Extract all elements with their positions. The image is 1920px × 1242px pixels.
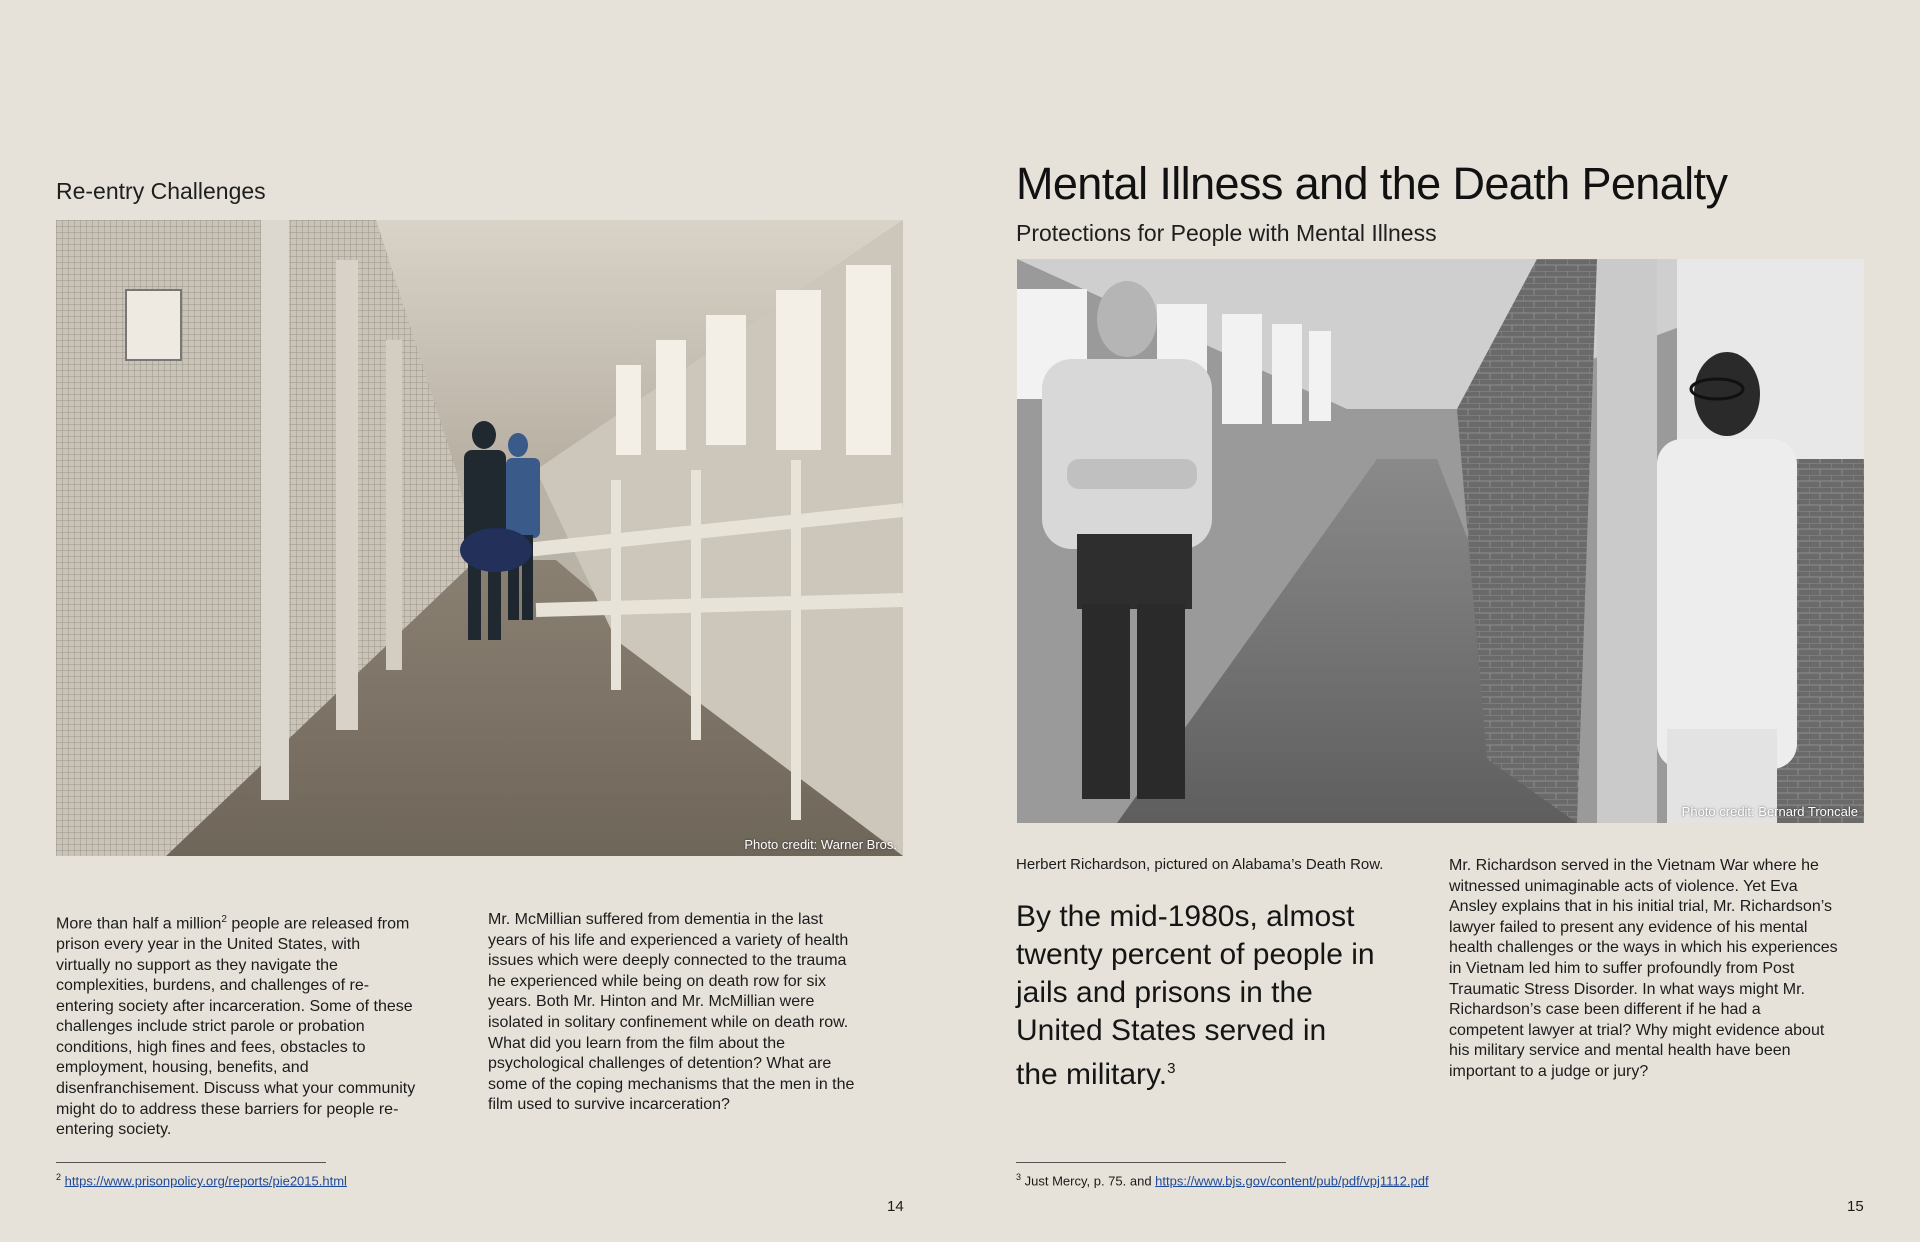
footnote-text: Just Mercy, p. 75. and bbox=[1021, 1173, 1156, 1189]
photo-caption: Herbert Richardson, pictured on Alabama’s Death Row. bbox=[1016, 856, 1384, 873]
reentry-paragraph bbox=[56, 910, 416, 1141]
richardson-paragraph: Mr. Richardson served in the Vietnam War where he witnessed unimaginable acts of violence. Yet Eva Ansley explains that in his initial trial, Mr. Richardson’s lawyer failed to present any evidence of his mental health challenges or the ways in which his experiences in Vietnam led him to suffer profoundly from Post Traumatic Stress Disorder. In what ways might Mr. Richardson’s case been different if he had a competent lawyer at trial? Why might evidence about his military service and mental health have been important to a judge or jury? bbox=[1449, 857, 1838, 1080]
footnote bbox=[1016, 1172, 1429, 1188]
page-number: 14 bbox=[887, 1198, 904, 1215]
footnote-link[interactable]: https://www.bjs.gov/content/pub/pdf/vpj1112.pdf bbox=[1155, 1173, 1429, 1189]
reentry-text-start: More than half a million bbox=[56, 915, 222, 933]
footnote-number: 2 bbox=[56, 1172, 62, 1182]
reentry-text-end: people are released from prison every year in the United States, with virtually no support as they navigate the complexities, burdens, and challenges of re-entering society after incarceration. Some of these challenges include strict parole or probation conditions, high fines and fees, obstacles to employment, housing, benefits, and disenfranchisement. Discuss what your community might do to address these barriers for people re-entering society. bbox=[56, 915, 416, 1139]
death-row-photo-illustration bbox=[1017, 259, 1864, 823]
page-subtitle: Protections for People with Mental Illness bbox=[1016, 220, 1437, 246]
corridor-photo-illustration bbox=[56, 220, 903, 856]
death-row-photo bbox=[1017, 259, 1864, 823]
mcmillian-paragraph: Mr. McMillian suffered from dementia in the last years of his life and experienced a variety of health issues which were deeply connected to the trauma he experienced while being on death row for six years. Both Mr. Hinton and Mr. McMillian were isolated in solitary confinement while on death row. What did you learn from the film about the psychological challenges of detention? What are some of the coping mechanisms that the men in the film used to survive incarceration? bbox=[488, 911, 855, 1114]
footnote-ref: 2 bbox=[221, 914, 227, 925]
pull-quote-text: By the mid-1980s, almost twenty percent of people in jails and prisons in the United States served in the military. bbox=[1016, 900, 1375, 1091]
pull-quote bbox=[1016, 898, 1376, 1094]
left-page-heading: Re-entry Challenges bbox=[56, 178, 266, 204]
footnote-link[interactable]: https://www.prisonpolicy.org/reports/pie2015.html bbox=[64, 1173, 347, 1189]
footnote-ref: 3 bbox=[1167, 1060, 1176, 1077]
corridor-photo bbox=[56, 220, 903, 856]
footnote-divider bbox=[1016, 1162, 1286, 1163]
page-number: 15 bbox=[1847, 1198, 1864, 1215]
photo-credit: Photo credit: Bernard Troncale bbox=[1681, 804, 1858, 819]
footnote bbox=[56, 1172, 347, 1188]
page-title: Mental Illness and the Death Penalty bbox=[1016, 158, 1728, 209]
footnote-divider bbox=[56, 1162, 326, 1163]
photo-credit: Photo credit: Warner Bros. bbox=[744, 837, 897, 852]
footnote-number: 3 bbox=[1016, 1172, 1022, 1182]
